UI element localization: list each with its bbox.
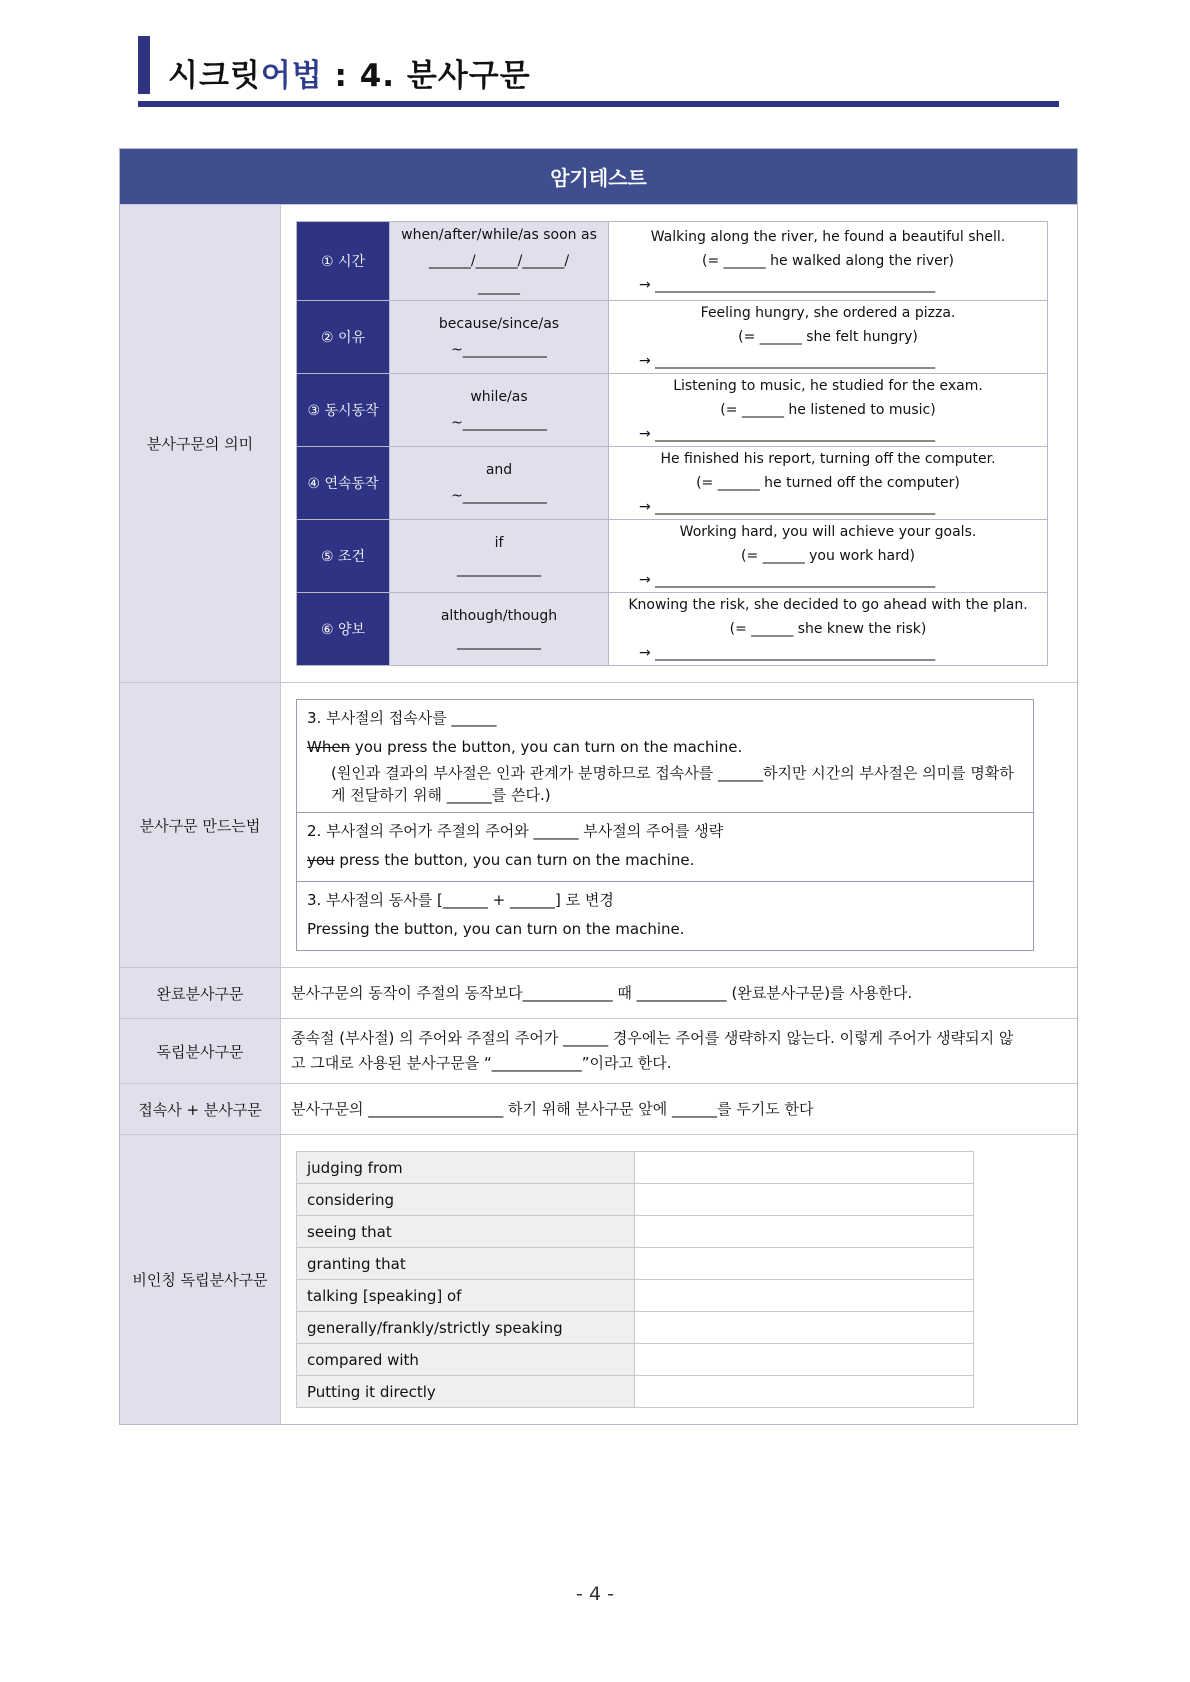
page-number: - 4 -: [576, 1583, 614, 1605]
meaning-table: [296, 221, 1048, 666]
table-row: [297, 1376, 974, 1408]
row-meaning: [120, 204, 1077, 682]
table-row: [297, 301, 1048, 374]
meaning-type: ④ 연속동작: [297, 447, 390, 520]
row-independent: [120, 1018, 1077, 1083]
expression-cell: talking [speaking] of: [297, 1280, 635, 1312]
independent-text: 종속절 (부사절) 의 주어와 주절의 주어가 ______ 경우에는 주어를 생략하지 않는다. 이렇게 주어가 생략되지 않 고 그대로 사용된 분사구문을 “____________”이라고 한다.: [291, 1029, 1014, 1072]
conj-participle-text: 분사구문의 __________________ 하기 위해 분사구문 앞에 ______를 두기도 한다: [291, 1099, 814, 1118]
example-cell: He finished his report, turning off the computer. (= ______ he turned off the computer) → ________________________________________: [609, 447, 1048, 520]
expression-cell: compared with: [297, 1344, 635, 1376]
conjunction-cell: if ____________: [390, 520, 609, 593]
step-3: 3. 부사절의 동사를 [______ + ______] 로 변경 Pressing the button, you can turn on the machine.: [297, 881, 1033, 950]
row-nonpersonal: [120, 1134, 1077, 1424]
table-row: [297, 593, 1048, 666]
table-row: [297, 1312, 974, 1344]
conjunction-cell: while/as ~____________: [390, 374, 609, 447]
meaning-type: ③ 동시동작: [297, 374, 390, 447]
example-cell: Knowing the risk, she decided to go ahead with the plan. (= ______ she knew the risk) → ________________________________________: [609, 593, 1048, 666]
row-label: 완료분사구문: [120, 968, 281, 1018]
expression-cell: seeing that: [297, 1216, 635, 1248]
table-row: [297, 374, 1048, 447]
test-sheet: [119, 148, 1078, 1425]
row-label: 비인칭 독립분사구문: [120, 1135, 281, 1424]
conjunction-cell: and ~____________: [390, 447, 609, 520]
conjunction-cell: when/after/while/as soon as ______/______/______/ ______: [390, 222, 609, 301]
conjunction-cell: although/though ____________: [390, 593, 609, 666]
example-cell: Walking along the river, he found a beautiful shell. (= ______ he walked along the river) → ________________________________________: [609, 222, 1048, 301]
row-conj-participle: [120, 1083, 1077, 1134]
conjunction-cell: because/since/as ~____________: [390, 301, 609, 374]
example-cell: Feeling hungry, she ordered a pizza. (= ______ she felt hungry) → ________________________________________: [609, 301, 1048, 374]
title-accent-bar: [138, 36, 150, 94]
meaning-type: ⑤ 조건: [297, 520, 390, 593]
row-making: [120, 682, 1077, 967]
expression-cell: Putting it directly: [297, 1376, 635, 1408]
row-label: 접속사 + 분사구문: [120, 1084, 281, 1134]
answer-cell: [635, 1248, 974, 1280]
table-row: [297, 1152, 974, 1184]
expression-cell: generally/frankly/strictly speaking: [297, 1312, 635, 1344]
answer-cell: [635, 1312, 974, 1344]
perfect-text: 분사구문의 동작이 주절의 동작보다____________ 때 ____________ (완료분사구문)를 사용한다.: [291, 983, 913, 1002]
meaning-type: ⑥ 양보: [297, 593, 390, 666]
example-cell: Listening to music, he studied for the exam. (= ______ he listened to music) → ________________________________________: [609, 374, 1048, 447]
answer-cell: [635, 1280, 974, 1312]
table-row: [297, 222, 1048, 301]
section-title: 암기테스트: [120, 149, 1077, 204]
table-row: [297, 1216, 974, 1248]
making-steps-box: [296, 699, 1034, 951]
table-row: [297, 1184, 974, 1216]
row-label: 독립분사구문: [120, 1019, 281, 1083]
example-cell: Working hard, you will achieve your goals. (= ______ you work hard) → ________________________________________: [609, 520, 1048, 593]
answer-cell: [635, 1152, 974, 1184]
expression-cell: considering: [297, 1184, 635, 1216]
table-row: [297, 1344, 974, 1376]
nonpersonal-table: [296, 1151, 974, 1408]
answer-cell: [635, 1216, 974, 1248]
expression-cell: granting that: [297, 1248, 635, 1280]
answer-cell: [635, 1344, 974, 1376]
row-label: 분사구문 만드는법: [120, 683, 281, 967]
table-row: [297, 1280, 974, 1312]
title-underline: [138, 101, 1059, 107]
meaning-type: ① 시간: [297, 222, 390, 301]
meaning-type: ② 이유: [297, 301, 390, 374]
page-title: 시크릿어법 : 4. 분사구문: [168, 58, 531, 94]
answer-cell: [635, 1184, 974, 1216]
row-label: 분사구문의 의미: [120, 205, 281, 682]
table-row: [297, 1248, 974, 1280]
row-perfect: [120, 967, 1077, 1018]
table-row: [297, 447, 1048, 520]
answer-cell: [635, 1376, 974, 1408]
expression-cell: judging from: [297, 1152, 635, 1184]
step-2: 2. 부사절의 주어가 주절의 주어와 ______ 부사절의 주어를 생략 you press the button, you can turn on the machine.: [297, 812, 1033, 881]
table-row: [297, 520, 1048, 593]
step-1: 3. 부사절의 접속사를 ______ When you press the button, you can turn on the machine. (원인과 결과의 부사절은 인과 관계가 분명하므로 접속사를 ______하지만 시간의 부사절은 의미를 명확하게 전달하기 위해 ______를 쓴다.): [307, 709, 1014, 804]
